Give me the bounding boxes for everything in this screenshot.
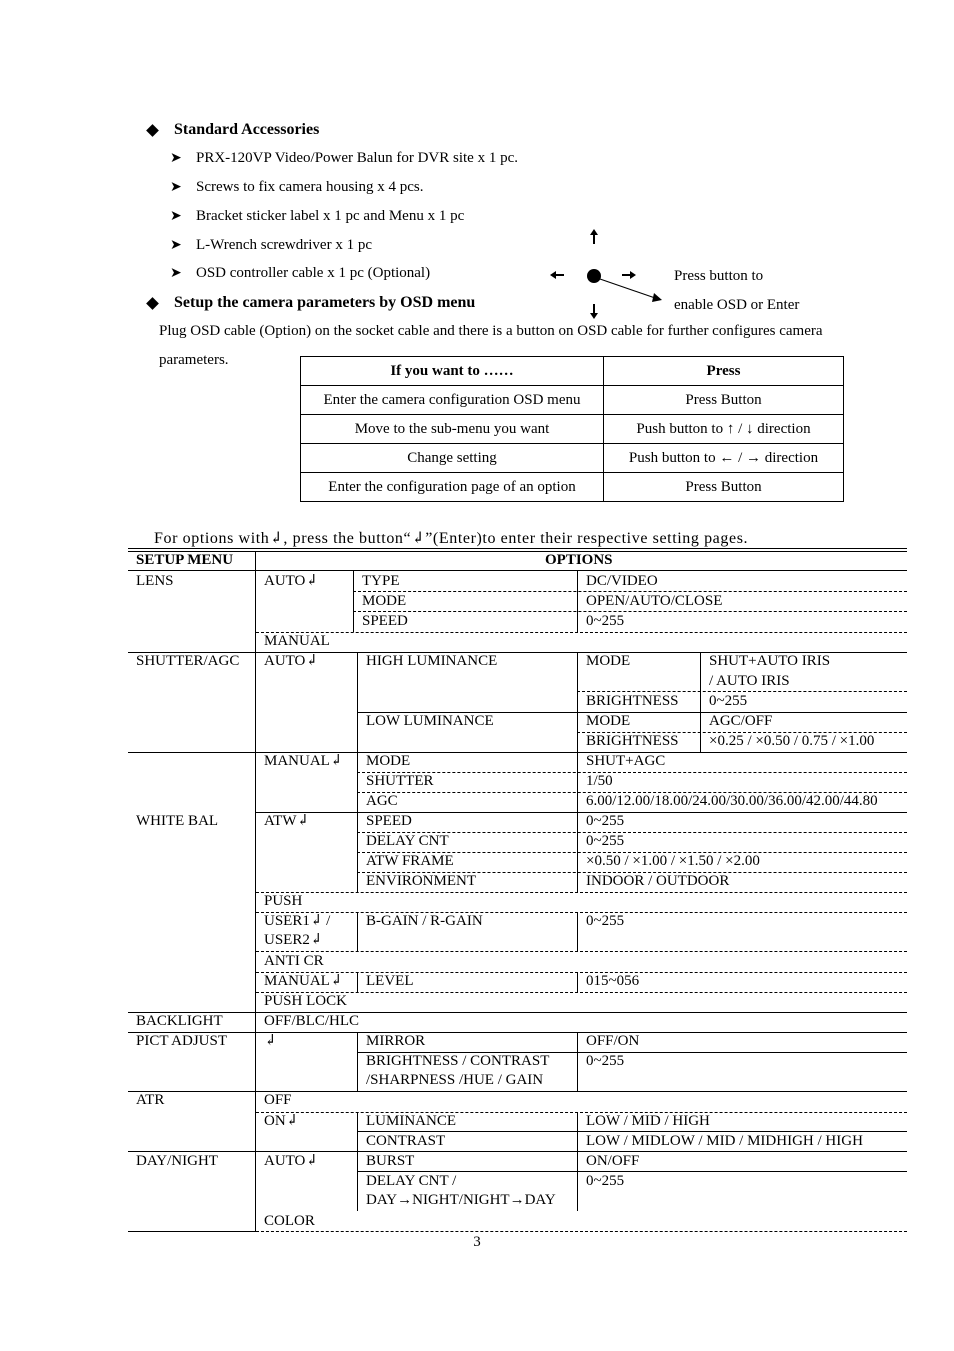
option-cell: AGC	[366, 793, 398, 809]
arrow-left-icon	[550, 271, 564, 279]
accessory-item: L-Wrench screwdriver x 1 pc	[196, 237, 372, 253]
option-cell: BURST	[366, 1153, 415, 1169]
value-cell: 1/50	[586, 773, 613, 789]
value-cell: OPEN/AUTO/CLOSE	[586, 593, 723, 609]
option-cell: HIGH LUMINANCE	[366, 653, 498, 669]
menu-pict-adjust: PICT ADJUST	[136, 1033, 227, 1049]
option-cell: ENVIRONMENT	[366, 873, 476, 889]
value-cell: OFF/ON	[586, 1033, 640, 1049]
value-cell: 0~255	[586, 813, 625, 829]
table-cell: Press Button	[604, 386, 844, 415]
table-header-cell: Press	[604, 357, 844, 386]
option-cell: SPEED	[366, 813, 412, 829]
option-cell: COLOR	[264, 1213, 315, 1229]
table-cell: Push button to ← / → direction	[604, 444, 844, 473]
option-cell: PUSH LOCK	[264, 993, 347, 1009]
table-cell: Change setting	[301, 444, 604, 473]
setup-menu-header: SETUP MENU	[136, 552, 234, 568]
option-cell: MODE	[366, 753, 411, 769]
option-cell: ANTI CR	[264, 953, 324, 969]
table-cell: Enter the camera configuration OSD menu	[301, 386, 604, 415]
value-cell: 0~255	[586, 613, 625, 629]
options-note: For options with↲, press the button“↲”(Enter)to enter their respective setting pages.	[154, 530, 749, 547]
option-cell: BRIGHTNESS / CONTRAST	[366, 1053, 550, 1069]
diagram-label: enable OSD or Enter	[674, 297, 800, 313]
accessory-item: PRX-120VP Video/Power Balun for DVR site x 1 pc.	[196, 150, 519, 166]
option-cell: ATW FRAME	[366, 853, 454, 869]
option-cell: PUSH	[264, 893, 303, 909]
enter-icon: ↲	[264, 1033, 277, 1049]
diagram-label: Press button to	[674, 268, 764, 284]
option-cell: DELAY CNT /	[366, 1173, 457, 1189]
table-row	[301, 444, 844, 473]
value-cell: ×0.25 / ×0.50 / 0.75 / ×1.00	[709, 733, 875, 749]
option-cell: DAY→NIGHT/NIGHT→DAY	[366, 1192, 556, 1208]
option-cell: LOW LUMINANCE	[366, 713, 494, 729]
accessories-heading: Standard Accessories	[174, 121, 320, 138]
option-cell: MANUAL↲	[264, 973, 343, 989]
value-cell: ON/OFF	[586, 1153, 640, 1169]
menu-lens: LENS	[136, 573, 174, 589]
osd-heading: Setup the camera parameters by OSD menu	[174, 294, 476, 311]
value-cell: LOW / MIDLOW / MID / MIDHIGH / HIGH	[586, 1133, 863, 1149]
osd-intro: Plug OSD cable (Option) on the socket cable and there is a button on OSD cable for further configures camera	[159, 323, 823, 339]
option-cell: ATW↲	[264, 813, 310, 829]
table-cell: Enter the configuration page of an option	[301, 473, 604, 502]
button-dot-icon	[587, 269, 601, 283]
page-number: 3	[473, 1234, 481, 1250]
menu-day-night: DAY/NIGHT	[136, 1153, 218, 1169]
options-header: OPTIONS	[545, 552, 613, 568]
accessory-item: Screws to fix camera housing x 4 pcs.	[196, 179, 424, 195]
menu-white-bal: WHITE BAL	[136, 813, 219, 829]
menu-backlight: BACKLIGHT	[136, 1013, 223, 1029]
option-cell: SPEED	[362, 613, 408, 629]
table-row	[301, 386, 844, 415]
option-cell: MODE	[586, 653, 631, 669]
menu-shutter-agc: SHUTTER/AGC	[136, 653, 240, 669]
option-cell: B-GAIN / R-GAIN	[366, 913, 483, 929]
option-cell: BRIGHTNESS	[586, 693, 679, 709]
value-cell: INDOOR / OUTDOOR	[586, 873, 730, 889]
option-cell: MANUAL↲	[264, 753, 343, 769]
diamond-bullet-icon	[146, 297, 159, 310]
joystick-diagram	[540, 226, 680, 322]
arrow-down-icon	[590, 304, 598, 319]
option-cell: USER2↲	[264, 932, 323, 948]
option-cell: /SHARPNESS /HUE / GAIN	[366, 1072, 544, 1088]
table-header-row	[301, 357, 844, 386]
option-cell: TYPE	[362, 573, 400, 589]
table-cell: Press Button	[604, 473, 844, 502]
table-cell: Move to the sub-menu you want	[301, 415, 604, 444]
option-cell: ON↲	[264, 1113, 299, 1129]
table-row	[301, 415, 844, 444]
accessory-item: OSD controller cable x 1 pc (Optional)	[196, 265, 431, 281]
arrow-bullet-icon: ➤	[170, 151, 182, 166]
value-cell: SHUT+AGC	[586, 753, 666, 769]
option-cell: AUTO↲	[264, 653, 318, 669]
option-cell: OFF/BLC/HLC	[264, 1013, 360, 1029]
value-cell: 0~255	[709, 693, 748, 709]
value-cell: 0~255	[586, 833, 625, 849]
option-cell: MANUAL	[264, 633, 330, 649]
option-cell: SHUTTER	[366, 773, 434, 789]
value-cell: 6.00/12.00/18.00/24.00/30.00/36.00/42.00/44.80	[586, 793, 878, 809]
option-cell: AUTO↲	[264, 1153, 318, 1169]
osd-intro: parameters.	[159, 352, 229, 368]
value-cell: / AUTO IRIS	[709, 673, 790, 689]
value-cell: AGC/OFF	[709, 713, 773, 729]
option-cell: MODE	[586, 713, 631, 729]
arrow-right-icon	[622, 271, 636, 279]
value-cell: 0~255	[586, 1173, 625, 1189]
press-table	[300, 356, 844, 502]
value-cell: DC/VIDEO	[586, 573, 658, 589]
arrow-bullet-icon: ➤	[170, 266, 182, 281]
arrow-up-icon	[590, 229, 598, 244]
table-row	[301, 473, 844, 502]
table-cell: Push button to ↑ / ↓ direction	[604, 415, 844, 444]
accessory-item: Bracket sticker label x 1 pc and Menu x 1 pc	[196, 208, 465, 224]
option-cell: OFF	[264, 1092, 292, 1108]
value-cell: LOW / MID / HIGH	[586, 1113, 710, 1129]
value-cell: 015~056	[586, 973, 640, 989]
option-cell: MIRROR	[366, 1033, 426, 1049]
menu-atr: ATR	[136, 1092, 165, 1108]
arrow-bullet-icon: ➤	[170, 209, 182, 224]
value-cell: 0~255	[586, 1053, 625, 1069]
option-cell: LEVEL	[366, 973, 414, 989]
option-cell: USER1↲ /	[264, 913, 331, 929]
value-cell: 0~255	[586, 913, 625, 929]
option-cell: DELAY CNT	[366, 833, 449, 849]
arrow-bullet-icon: ➤	[170, 238, 182, 253]
arrow-bullet-icon: ➤	[170, 180, 182, 195]
option-cell: AUTO↲	[264, 573, 318, 589]
value-cell: SHUT+AUTO IRIS	[709, 653, 831, 669]
diamond-bullet-icon	[146, 124, 159, 137]
option-cell: CONTRAST	[366, 1133, 446, 1149]
setup-menu-table	[128, 548, 907, 1231]
option-cell: BRIGHTNESS	[586, 733, 679, 749]
table-header-cell: If you want to ……	[301, 357, 604, 386]
option-cell: MODE	[362, 593, 407, 609]
value-cell: ×0.50 / ×1.00 / ×1.50 / ×2.00	[586, 853, 760, 869]
option-cell: LUMINANCE	[366, 1113, 456, 1129]
